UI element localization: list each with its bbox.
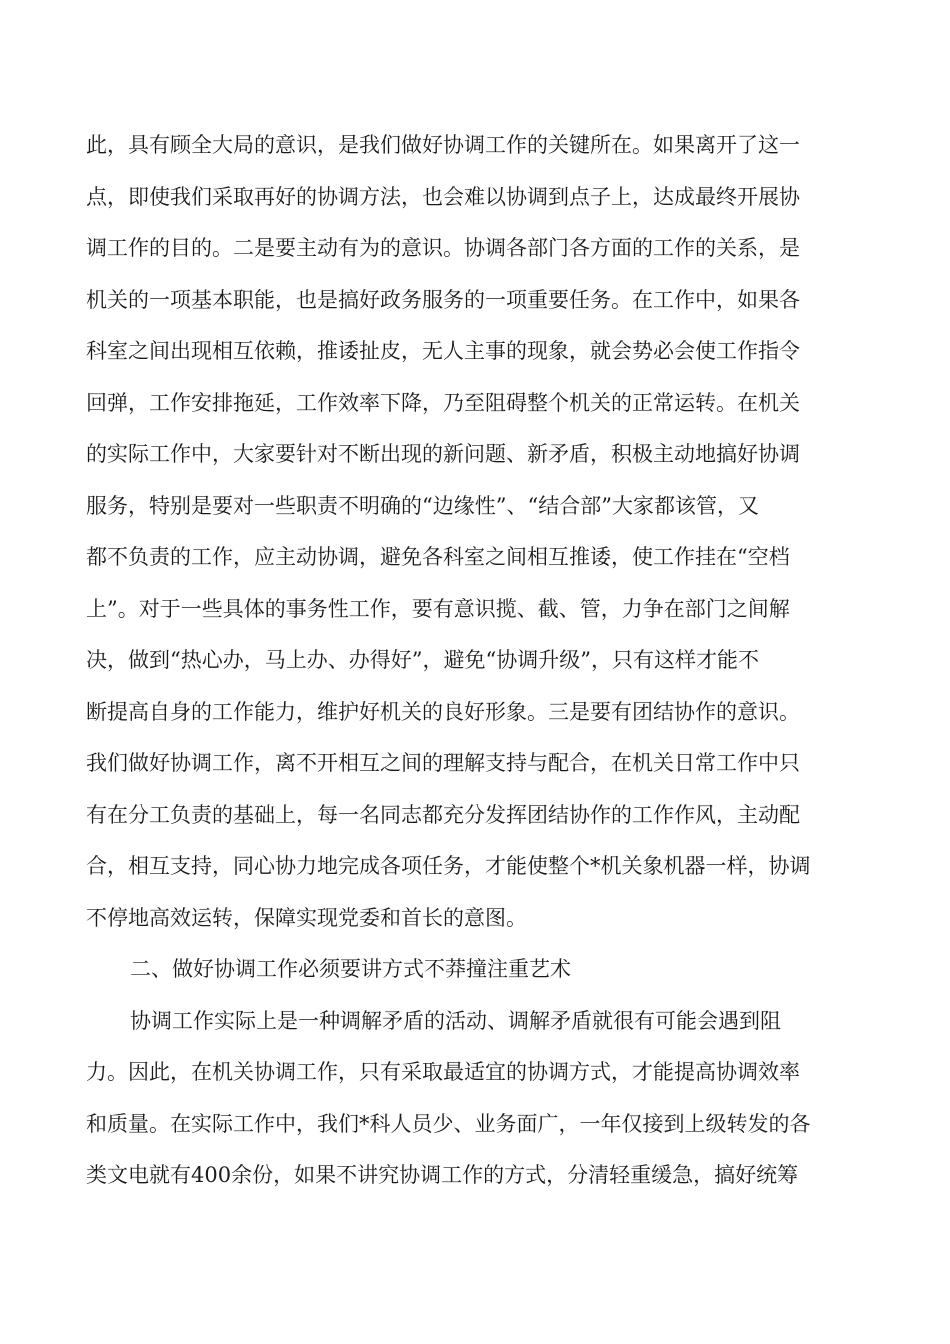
paragraph-line: 合，相互支持，同心协力地完成各项任务，才能使整个*机关象机器一样，协调	[86, 854, 811, 878]
paragraph-line: 机关的一项基本职能，也是搞好政务服务的一项重要任务。在工作中，如果各	[86, 287, 800, 312]
paragraph-line: 断提高自身的工作能力，维护好机关的良好形象。三是要有团结协作的意识。	[86, 699, 800, 724]
paragraph-line: 科室之间出现相互依赖，推诿扯皮，无人主事的现象，就会势必会使工作指令	[86, 339, 800, 363]
paragraph-line: 调工作的目的。二是要主动有为的意识。协调各部门各方面的工作的关系，是	[86, 236, 800, 260]
section-heading: 二、做好协调工作必须要讲方式不莽撞注重艺术	[130, 957, 571, 981]
paragraph-line: 都不负责的工作，应主动协调，避免各科室之间相互推诿，使工作挂在“空档	[86, 545, 790, 569]
paragraph-line: 此，具有顾全大局的意识，是我们做好协调工作的关键所在。如果离开了这一	[86, 133, 800, 157]
paragraph-line: 服务，特别是要对一些职责不明确的“边缘性”、“结合部”大家都该管，又	[86, 493, 759, 518]
paragraph-line: 有在分工负责的基础上，每一名同志都充分发挥团结协作的工作作风，主动配	[86, 802, 800, 827]
paragraph-line: 力。因此，在机关协调工作，只有采取最适宜的协调方式，才能提高协调效率	[86, 1060, 800, 1084]
paragraph-line: 决，做到“热心办，马上办、办得好”，避免“协调升级”，只有这样才能不	[86, 648, 759, 672]
paragraph-line: 类文电就有400余份，如果不讲究协调工作的方式，分清轻重缓急，搞好统筹	[86, 1163, 799, 1187]
paragraph-line: 不停地高效运转，保障实现党委和首长的意图。	[86, 905, 527, 930]
paragraph-line: 和质量。在实际工作中，我们*科人员少、业务面广，一年仅接到上级转发的各	[86, 1111, 811, 1136]
paragraph-line: 回弹，工作安排拖延，工作效率下降，乃至阻碍整个机关的正常运转。在机关	[86, 390, 800, 415]
paragraph-line: 上”。对于一些具体的事务性工作，要有意识揽、截、管，力争在部门之间解	[86, 596, 790, 621]
paragraph-line: 我们做好协调工作，离不开相互之间的理解支持与配合，在机关日常工作中只	[86, 751, 800, 775]
paragraph-line: 的实际工作中，大家要针对不断出现的新问题、新矛盾，积极主动地搞好协调	[86, 442, 800, 466]
paragraph-line: 点，即使我们采取再好的协调方法，也会难以协调到点子上，达成最终开展协	[86, 184, 800, 209]
document-body	[86, 120, 866, 1202]
paragraph-line: 协调工作实际上是一种调解矛盾的活动、调解矛盾就很有可能会遇到阻	[130, 1008, 781, 1033]
